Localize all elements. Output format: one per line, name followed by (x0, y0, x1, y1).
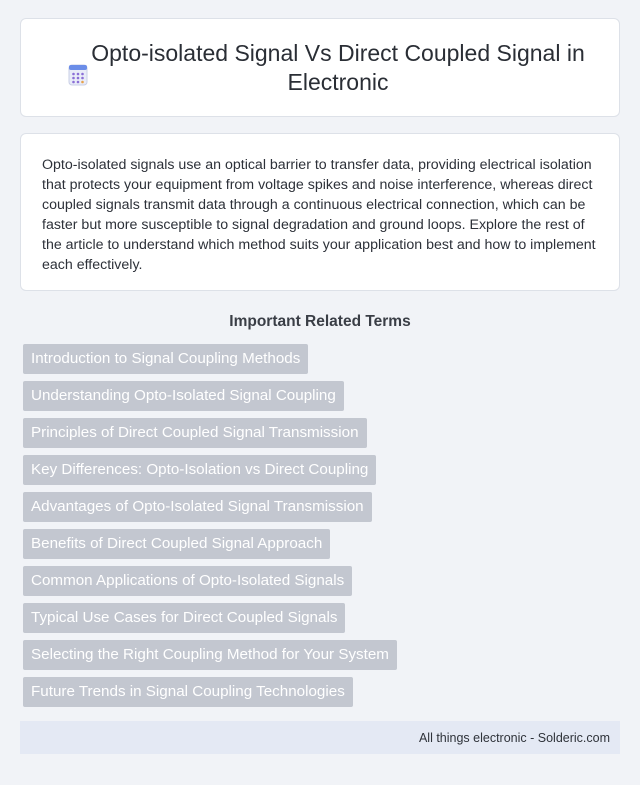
term-chip-key-differences[interactable]: Key Differences: Opto-Isolation vs Direct Coupling (23, 455, 376, 485)
calculator-icon (68, 64, 88, 86)
term-chip-future-trends[interactable]: Future Trends in Signal Coupling Technologies (23, 677, 353, 707)
list-item (23, 381, 617, 418)
term-chip-opto-isolated-coupling[interactable]: Understanding Opto-Isolated Signal Coupling (23, 381, 344, 411)
list-item (23, 344, 617, 381)
term-chip-opto-isolated-applications[interactable]: Common Applications of Opto-Isolated Signals (23, 566, 352, 596)
term-chip-opto-isolated-advantages[interactable]: Advantages of Opto-Isolated Signal Transmission (23, 492, 372, 522)
list-item (23, 455, 617, 492)
summary-text: Opto-isolated signals use an optical barrier to transfer data, providing electrical isolation that protects your equipment from voltage spikes and noise interference, whereas direct coupled signals transmit data through a continuous electrical connection, which can be faster but more susceptible to signal degradation and ground loops. Explore the rest of the article to understand which method suits your application best and how to implement each effectively. (42, 157, 596, 273)
term-chip-signal-coupling-methods[interactable]: Introduction to Signal Coupling Methods (23, 344, 308, 374)
page-title: Opto-isolated Signal Vs Direct Coupled Signal in Electronic (91, 39, 585, 95)
list-item (23, 418, 617, 455)
summary-card (20, 133, 620, 291)
list-item (23, 529, 617, 566)
list-item (23, 566, 617, 603)
related-terms-list (23, 344, 617, 714)
list-item (23, 677, 617, 714)
list-item (23, 492, 617, 529)
related-terms-heading: Important Related Terms (229, 313, 411, 330)
title-card (20, 18, 620, 117)
term-chip-direct-coupled-transmission[interactable]: Principles of Direct Coupled Signal Transmission (23, 418, 367, 448)
list-item (23, 640, 617, 677)
footer-credit: All things electronic - Solderic.com (418, 730, 610, 745)
term-chip-selecting-coupling-method[interactable]: Selecting the Right Coupling Method for Your System (23, 640, 397, 670)
term-chip-direct-coupled-use-cases[interactable]: Typical Use Cases for Direct Coupled Signals (23, 603, 345, 633)
term-chip-direct-coupled-benefits[interactable]: Benefits of Direct Coupled Signal Approach (23, 529, 330, 559)
footer (20, 721, 620, 754)
list-item (23, 603, 617, 640)
